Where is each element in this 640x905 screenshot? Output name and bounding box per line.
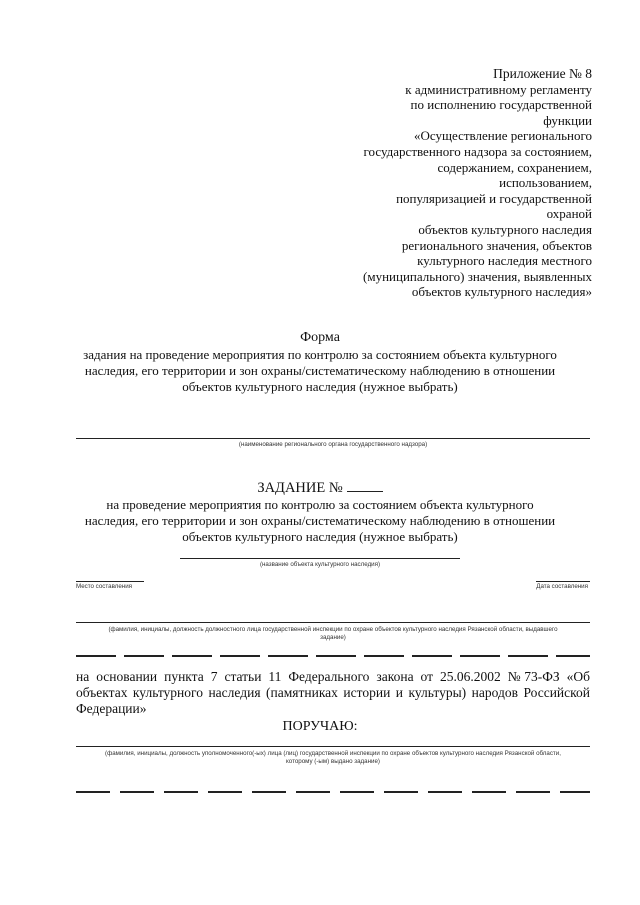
form-description-line: объектов культурного наследия (нужное выбрать) [182, 379, 458, 394]
appendix-line: объектов культурного наследия [418, 221, 592, 237]
appendix-header [292, 66, 592, 300]
task-description-line: наследия, его территории и зон охраны/систематическому наблюдению в отношении [84, 513, 556, 528]
task-description [48, 497, 592, 545]
task-description-line: объектов культурного наследия (нужное выбрать) [182, 529, 458, 544]
task-description-line: на проведение мероприятия по контролю за состоянием объекта культурного [106, 497, 534, 512]
appendix-line: к административному регламенту [405, 81, 592, 97]
form-description-line: задания на проведение мероприятия по контролю за состоянием объекта культурного [83, 347, 557, 362]
object-name-caption: (название объекта культурного наследия) [259, 561, 381, 568]
date-caption: Дата составления [536, 583, 588, 590]
org-name-field-line[interactable] [76, 438, 590, 439]
assignee-field-line[interactable] [76, 746, 590, 747]
appendix-line: содержанием, сохранением, [437, 159, 592, 175]
place-caption: Место составления [76, 583, 133, 590]
appendix-line: использованием, [499, 175, 592, 191]
form-description-line: наследия, его территории и зон охраны/систематическому наблюдению в отношении [84, 363, 556, 378]
official-field-line[interactable] [76, 622, 590, 623]
task-title-text: ЗАДАНИЕ № [257, 480, 343, 496]
form-description [48, 347, 592, 395]
appendix-line: «Осуществление регионального [414, 128, 592, 144]
official-caption-cont: задание) [320, 634, 346, 641]
assignee-caption: (фамилия, инициалы, должность уполномоченного(-ых) лица (лиц) государственной инспекции по охране объектов культурного наследия Рязанской области, [105, 750, 561, 757]
official-field-line-2[interactable] [76, 655, 590, 657]
appendix-line: популяризацией и государственной [396, 190, 592, 206]
appendix-line: регионального значения, объектов [401, 237, 592, 253]
appendix-line: государственного надзора за состоянием, [363, 143, 592, 159]
order-label: ПОРУЧАЮ: [282, 719, 358, 734]
task-number-field[interactable] [347, 479, 383, 492]
appendix-line: функции [543, 112, 592, 128]
appendix-line: Приложение № 8 [493, 66, 592, 81]
place-field-line[interactable] [76, 581, 144, 582]
form-title: Форма [300, 330, 340, 345]
appendix-line: (муниципального) значения, выявленных [363, 268, 592, 284]
appendix-line: культурного наследия местного [417, 253, 592, 269]
legal-basis-text: на основании пункта 7 статьи 11 Федерального закона от 25.06.2002 №73-ФЗ «Об объектах культурного наследия (памятниках истории и культуры) народов Российской Федерации» [76, 669, 590, 716]
object-name-field-line[interactable] [180, 558, 460, 559]
task-title [48, 479, 592, 497]
assignee-field-line-2[interactable] [76, 791, 590, 793]
official-caption: (фамилия, инициалы, должность должностного лица государственной инспекции по охране объектов культурного наследия Рязанской области, выдавшего [108, 626, 558, 633]
date-field-line[interactable] [536, 581, 590, 582]
org-name-caption: (наименование регионального органа государственного надзора) [238, 441, 428, 448]
appendix-line: по исполнению государственной [410, 97, 592, 113]
appendix-line: охраной [546, 206, 592, 222]
appendix-line: объектов культурного наследия» [411, 284, 592, 300]
assignee-caption-cont: которому (-ым) выдано задание) [286, 758, 380, 765]
